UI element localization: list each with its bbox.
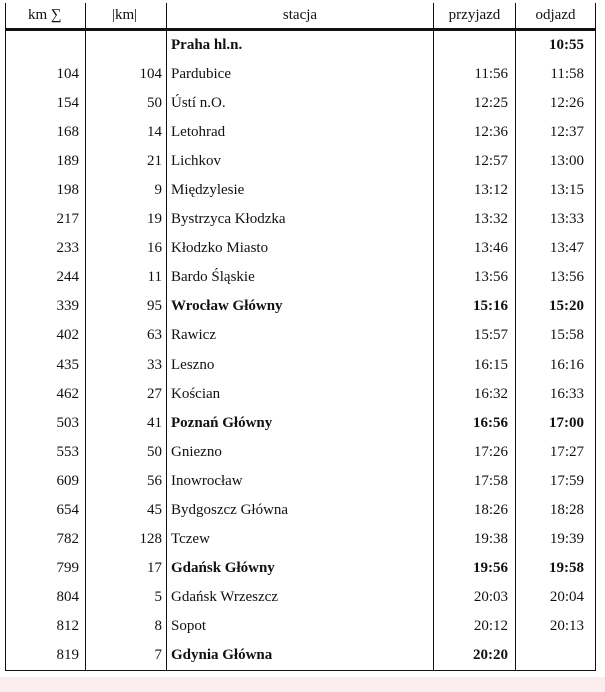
- km-delta-cell: 95: [86, 292, 167, 321]
- km-delta-cell: 45: [86, 496, 167, 525]
- timetable-row: [6, 30, 596, 61]
- timetable-row: [6, 147, 596, 176]
- arrival-cell: 17:58: [434, 467, 516, 496]
- departure-cell: 19:58: [516, 554, 596, 583]
- timetable-row: [6, 496, 596, 525]
- station-cell: Rawicz: [167, 321, 434, 350]
- page-bottom-band: [0, 677, 605, 692]
- km-total-cell: 782: [6, 525, 86, 554]
- header-departure: odjazd: [516, 3, 596, 30]
- departure-cell: 16:33: [516, 380, 596, 409]
- departure-cell: 13:00: [516, 147, 596, 176]
- departure-cell: 13:47: [516, 234, 596, 263]
- km-delta-cell: 33: [86, 351, 167, 380]
- km-total-cell: 503: [6, 409, 86, 438]
- departure-cell: 16:16: [516, 351, 596, 380]
- km-delta-cell: 50: [86, 438, 167, 467]
- timetable-row: [6, 467, 596, 496]
- station-cell: Pardubice: [167, 60, 434, 89]
- timetable-row: [6, 409, 596, 438]
- arrival-cell: 13:32: [434, 205, 516, 234]
- arrival-cell: 13:12: [434, 176, 516, 205]
- km-delta-cell: 27: [86, 380, 167, 409]
- station-cell: Leszno: [167, 351, 434, 380]
- km-delta-cell: 8: [86, 612, 167, 641]
- km-total-cell: 804: [6, 583, 86, 612]
- km-total-cell: 198: [6, 176, 86, 205]
- km-total-cell: 799: [6, 554, 86, 583]
- header-km-delta: |km|: [86, 3, 167, 30]
- arrival-cell: 13:46: [434, 234, 516, 263]
- arrival-cell: 16:32: [434, 380, 516, 409]
- station-cell: Letohrad: [167, 118, 434, 147]
- km-delta-cell: 17: [86, 554, 167, 583]
- station-cell: Bystrzyca Kłodzka: [167, 205, 434, 234]
- km-total-cell: 244: [6, 263, 86, 292]
- timetable-row: [6, 292, 596, 321]
- header-arrival: przyjazd: [434, 3, 516, 30]
- departure-cell: 18:28: [516, 496, 596, 525]
- arrival-cell: 20:20: [434, 641, 516, 671]
- arrival-cell: [434, 30, 516, 61]
- arrival-cell: 19:38: [434, 525, 516, 554]
- km-delta-cell: 19: [86, 205, 167, 234]
- station-cell: Poznań Główny: [167, 409, 434, 438]
- km-delta-cell: 56: [86, 467, 167, 496]
- departure-cell: 15:58: [516, 321, 596, 350]
- km-delta-cell: 11: [86, 263, 167, 292]
- station-cell: Gdańsk Wrzeszcz: [167, 583, 434, 612]
- timetable-row: [6, 612, 596, 641]
- km-delta-cell: 63: [86, 321, 167, 350]
- arrival-cell: 16:56: [434, 409, 516, 438]
- km-delta-cell: [86, 30, 167, 61]
- station-cell: Gdynia Główna: [167, 641, 434, 671]
- km-total-cell: 812: [6, 612, 86, 641]
- station-cell: Gdańsk Główny: [167, 554, 434, 583]
- arrival-cell: 12:57: [434, 147, 516, 176]
- km-delta-cell: 7: [86, 641, 167, 671]
- km-total-cell: 609: [6, 467, 86, 496]
- station-cell: Inowrocław: [167, 467, 434, 496]
- departure-cell: 13:56: [516, 263, 596, 292]
- header-km-total: km ∑: [6, 3, 86, 30]
- station-cell: Bydgoszcz Główna: [167, 496, 434, 525]
- departure-cell: [516, 641, 596, 671]
- departure-cell: 13:33: [516, 205, 596, 234]
- timetable-row: [6, 176, 596, 205]
- header-row: [6, 3, 596, 30]
- timetable-row: [6, 525, 596, 554]
- departure-cell: 20:04: [516, 583, 596, 612]
- km-total-cell: 654: [6, 496, 86, 525]
- departure-cell: 13:15: [516, 176, 596, 205]
- timetable-row: [6, 205, 596, 234]
- departure-cell: 19:39: [516, 525, 596, 554]
- departure-cell: 17:59: [516, 467, 596, 496]
- arrival-cell: 15:16: [434, 292, 516, 321]
- arrival-cell: 12:36: [434, 118, 516, 147]
- timetable-row: [6, 641, 596, 671]
- departure-cell: 11:58: [516, 60, 596, 89]
- km-total-cell: 168: [6, 118, 86, 147]
- km-total-cell: 819: [6, 641, 86, 671]
- departure-cell: 15:20: [516, 292, 596, 321]
- station-cell: Międzylesie: [167, 176, 434, 205]
- timetable-row: [6, 60, 596, 89]
- departure-cell: 12:26: [516, 89, 596, 118]
- timetable-row: [6, 380, 596, 409]
- km-total-cell: 553: [6, 438, 86, 467]
- timetable-row: [6, 438, 596, 467]
- arrival-cell: 20:03: [434, 583, 516, 612]
- km-total-cell: 154: [6, 89, 86, 118]
- station-cell: Bardo Śląskie: [167, 263, 434, 292]
- km-total-cell: 462: [6, 380, 86, 409]
- header-station: stacja: [167, 3, 434, 30]
- km-total-cell: 233: [6, 234, 86, 263]
- timetable-row: [6, 118, 596, 147]
- arrival-cell: 16:15: [434, 351, 516, 380]
- departure-cell: 12:37: [516, 118, 596, 147]
- timetable-row: [6, 583, 596, 612]
- station-cell: Kościan: [167, 380, 434, 409]
- departure-cell: 17:00: [516, 409, 596, 438]
- km-total-cell: 104: [6, 60, 86, 89]
- station-cell: Wrocław Główny: [167, 292, 434, 321]
- km-total-cell: 189: [6, 147, 86, 176]
- km-delta-cell: 16: [86, 234, 167, 263]
- km-delta-cell: 50: [86, 89, 167, 118]
- km-delta-cell: 5: [86, 583, 167, 612]
- departure-cell: 10:55: [516, 30, 596, 61]
- arrival-cell: 19:56: [434, 554, 516, 583]
- timetable: [5, 3, 596, 671]
- arrival-cell: 12:25: [434, 89, 516, 118]
- km-total-cell: 217: [6, 205, 86, 234]
- km-delta-cell: 21: [86, 147, 167, 176]
- km-total-cell: 435: [6, 351, 86, 380]
- station-cell: Tczew: [167, 525, 434, 554]
- station-cell: Gniezno: [167, 438, 434, 467]
- timetable-body: [6, 30, 596, 671]
- arrival-cell: 13:56: [434, 263, 516, 292]
- arrival-cell: 15:57: [434, 321, 516, 350]
- arrival-cell: 18:26: [434, 496, 516, 525]
- km-delta-cell: 128: [86, 525, 167, 554]
- timetable-row: [6, 89, 596, 118]
- timetable-row: [6, 263, 596, 292]
- timetable-row: [6, 234, 596, 263]
- timetable-row: [6, 321, 596, 350]
- station-cell: Ústí n.O.: [167, 89, 434, 118]
- station-cell: Kłodzko Miasto: [167, 234, 434, 263]
- km-total-cell: [6, 30, 86, 61]
- km-total-cell: 402: [6, 321, 86, 350]
- km-delta-cell: 104: [86, 60, 167, 89]
- arrival-cell: 17:26: [434, 438, 516, 467]
- km-delta-cell: 9: [86, 176, 167, 205]
- km-delta-cell: 14: [86, 118, 167, 147]
- arrival-cell: 11:56: [434, 60, 516, 89]
- timetable-row: [6, 554, 596, 583]
- km-delta-cell: 41: [86, 409, 167, 438]
- departure-cell: 17:27: [516, 438, 596, 467]
- arrival-cell: 20:12: [434, 612, 516, 641]
- station-cell: Sopot: [167, 612, 434, 641]
- station-cell: Lichkov: [167, 147, 434, 176]
- km-total-cell: 339: [6, 292, 86, 321]
- timetable-row: [6, 351, 596, 380]
- station-cell: Praha hl.n.: [167, 30, 434, 61]
- departure-cell: 20:13: [516, 612, 596, 641]
